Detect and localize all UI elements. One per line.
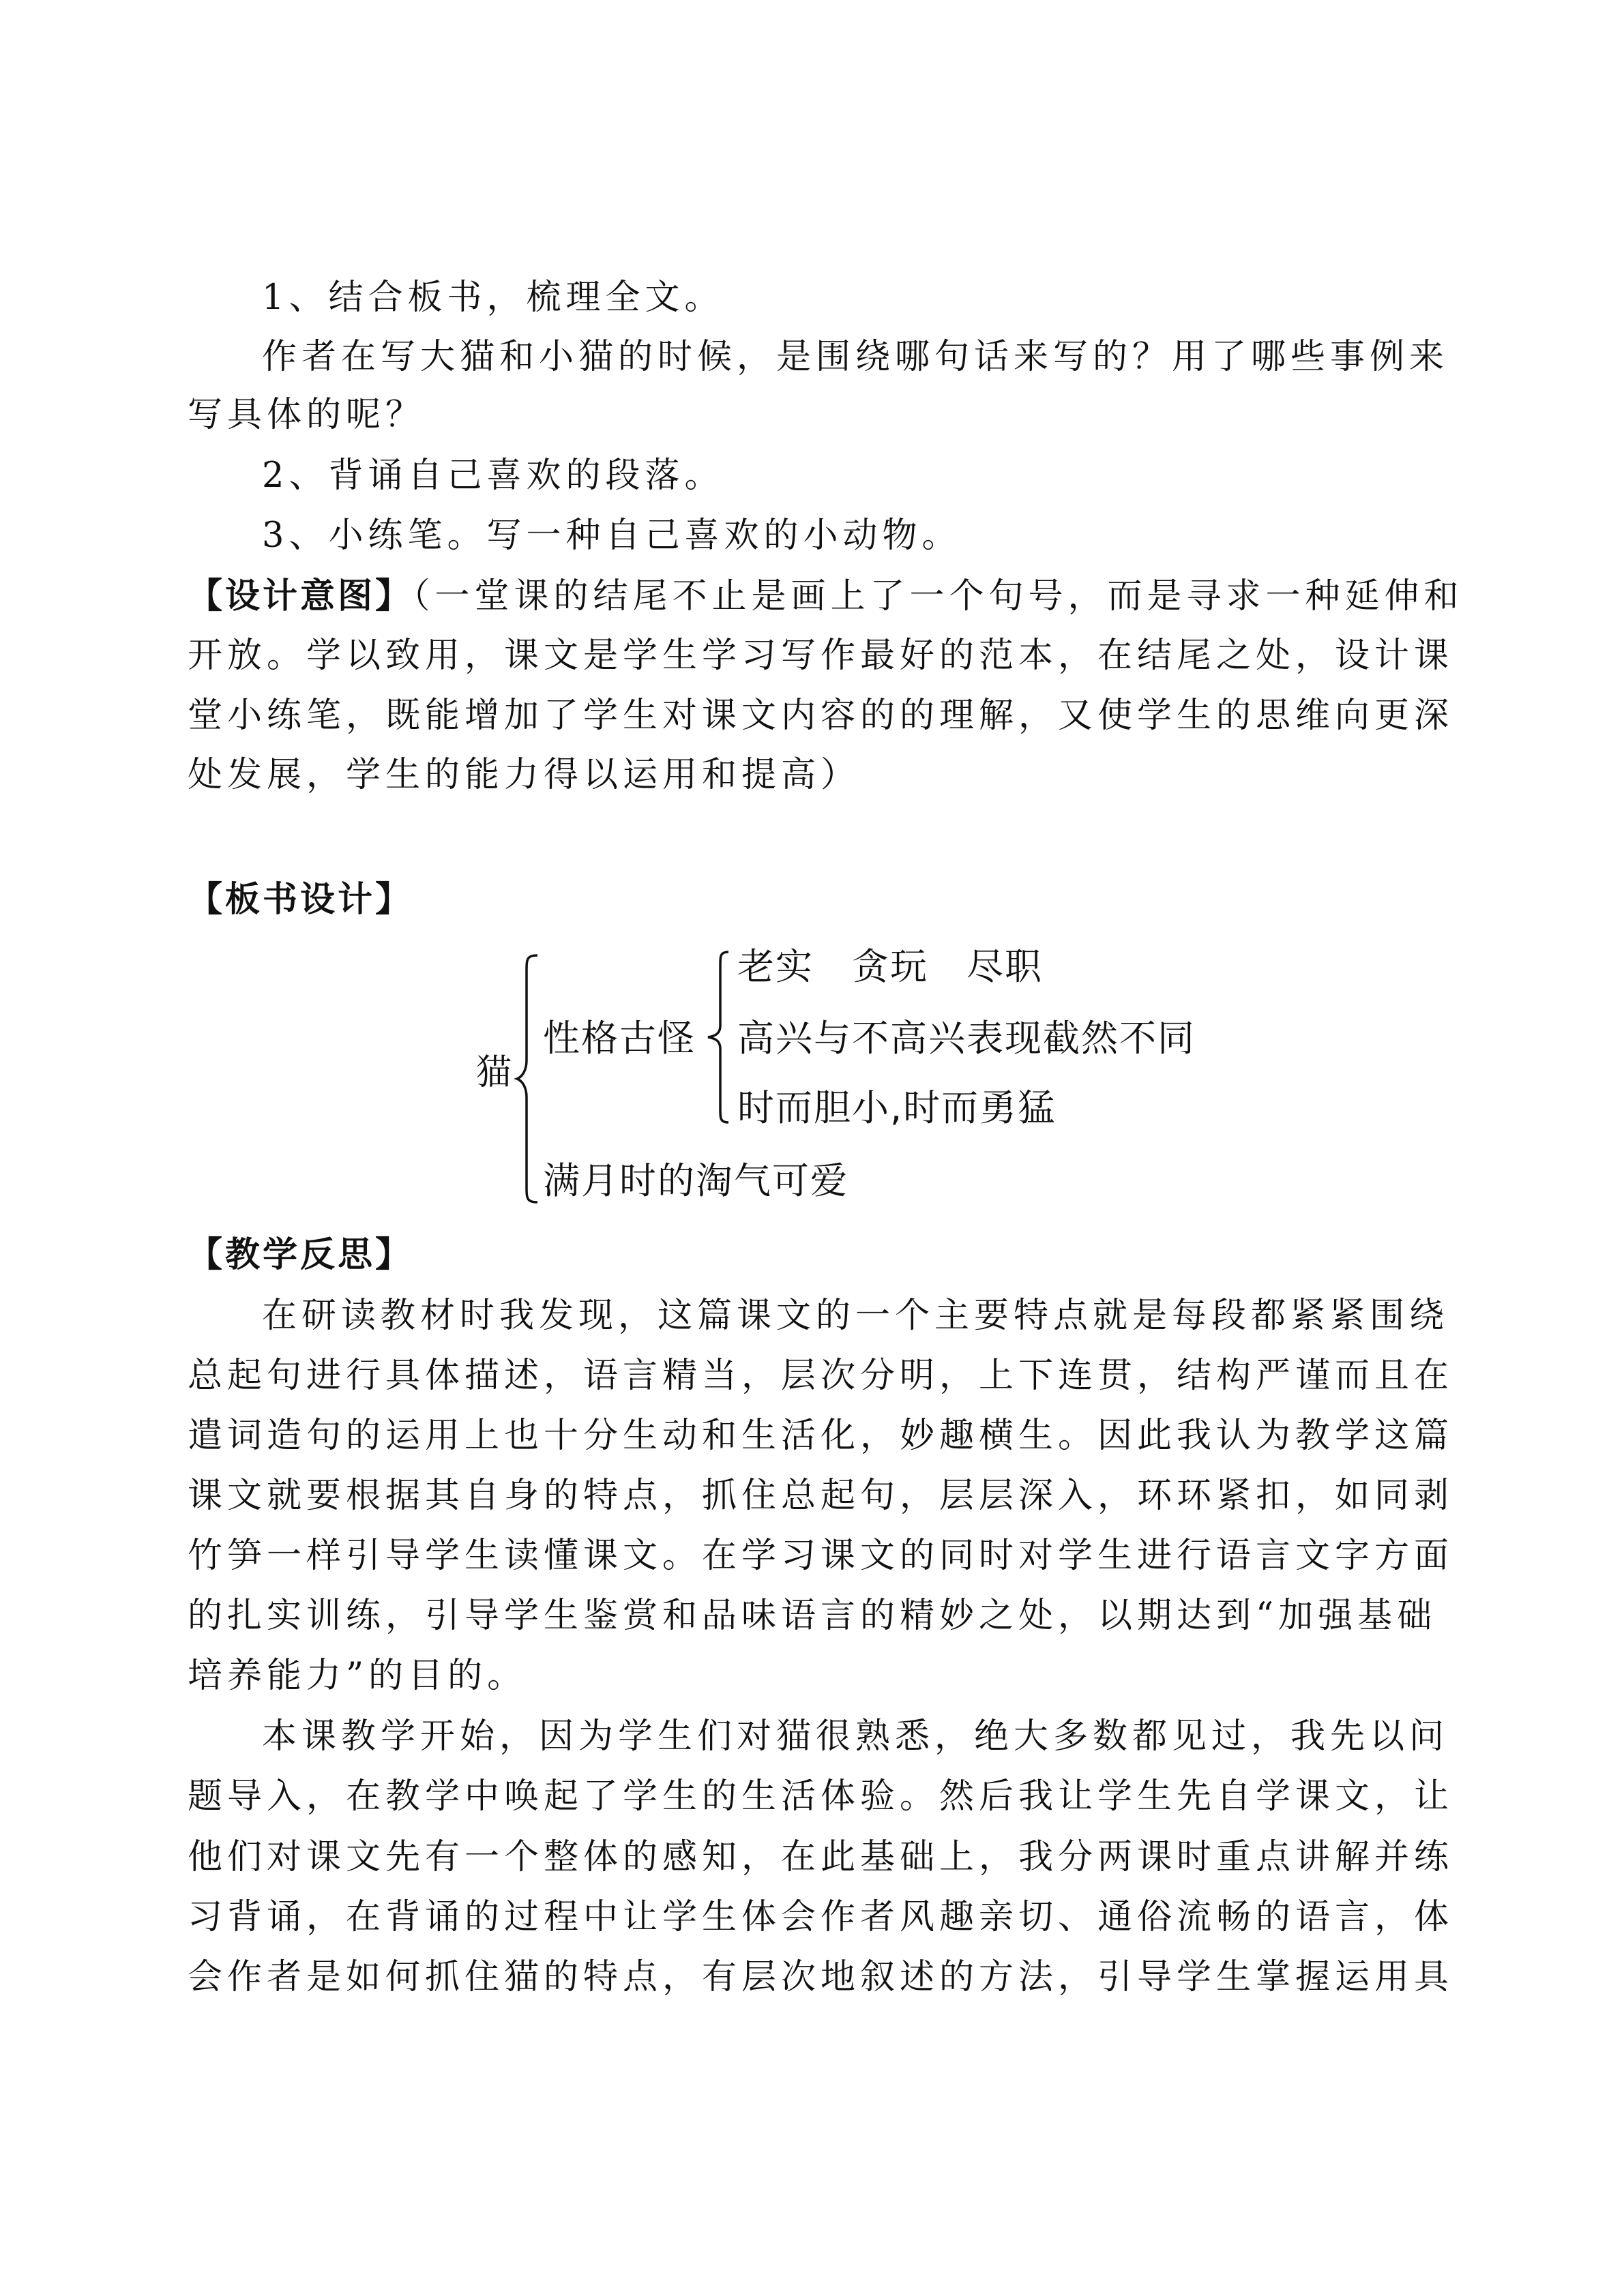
design-intent-line-4: 处发展，学生的能力得以运用和提高） — [188, 755, 861, 795]
reflection-line: 他们对课文先有一个整体的感知，在此基础上，我分两课时重点讲解并练 — [188, 1837, 1454, 1877]
reflection-line: 遣词造句的运用上也十分生动和生活化，妙趣横生。因此我认为教学这篇 — [188, 1416, 1454, 1456]
reflection-line: 总起句进行具体描述，语言精当，层次分明，上下连贯，结构严谨而且在 — [188, 1356, 1454, 1396]
summary-question-line-2: 写具体的呢？ — [188, 395, 426, 435]
reflection-line: 课文就要根据其自身的特点，抓住总起句，层层深入，环环紧扣，如同剥 — [188, 1476, 1454, 1516]
reflection-line: 会作者是如何抓住猫的特点，有层次地叙述的方法，引导学生掌握运用具 — [188, 1957, 1454, 1997]
board-item-happy-unhappy: 高兴与不高兴表现截然不同 — [737, 1017, 1196, 1060]
reflection-line: 题导入，在教学中唤起了学生的生活体验。然后我让学生先自学课文，让 — [188, 1776, 1454, 1817]
reflection-heading: 【教学反思】 — [188, 1235, 413, 1275]
board-branch-full-month-kitten: 满月时的淘气可爱 — [543, 1159, 848, 1202]
summary-item-2: 2、背诵自己喜欢的段落。 — [262, 456, 724, 496]
board-design-heading: 【板书设计】 — [188, 880, 413, 920]
design-intent-text: （一堂课的结尾不止是画上了一个句号，而是寻求一种延伸和 — [413, 576, 1464, 616]
summary-item-1: 1、结合板书，梳理全文。 — [262, 278, 724, 318]
design-intent-line-2: 开放。学以致用，课文是学生学习写作最好的范本，在结尾之处，设计课 — [188, 636, 1454, 676]
reflection-line: 在研读教材时我发现，这篇课文的一个主要特点就是每段都紧紧围绕 — [262, 1296, 1449, 1336]
reflection-line: 本课教学开始，因为学生们对猫很熟悉，绝大多数都见过，我先以问 — [262, 1716, 1449, 1757]
board-branch-personality: 性格古怪 — [543, 1017, 696, 1060]
board-item-timid-brave: 时而胆小,时而勇猛 — [737, 1086, 1057, 1129]
board-sub-brace — [705, 949, 733, 1125]
design-intent-paragraph-line-1 — [188, 576, 1464, 616]
design-intent-heading: 【设计意图】 — [188, 576, 413, 616]
board-main-brace — [516, 953, 543, 1205]
reflection-line: 竹笋一样引导学生读懂课文。在学习课文的同时对学生进行语言文字方面 — [188, 1536, 1454, 1576]
reflection-line: 的扎实训练，引导学生鉴赏和品味语言的精妙之处，以期达到“加强基础 — [188, 1596, 1437, 1636]
reflection-line: 培养能力”的目的。 — [188, 1656, 527, 1696]
summary-item-3: 3、小练笔。写一种自己喜欢的小动物。 — [262, 516, 962, 556]
design-intent-line-3: 堂小练笔，既能增加了学生对课文内容的的理解，又使学生的思维向更深 — [188, 696, 1454, 736]
reflection-line: 习背诵，在背诵的过程中让学生体会作者风趣亲切、通俗流畅的语言，体 — [188, 1897, 1454, 1937]
board-item-honest-playful-dutiful: 老实 贪玩 尽职 — [737, 945, 1043, 988]
summary-question-line-1: 作者在写大猫和小猫的时候，是围绕哪句话来写的？用了哪些事例来 — [262, 337, 1449, 377]
board-root-cat: 猫 — [476, 1052, 514, 1093]
